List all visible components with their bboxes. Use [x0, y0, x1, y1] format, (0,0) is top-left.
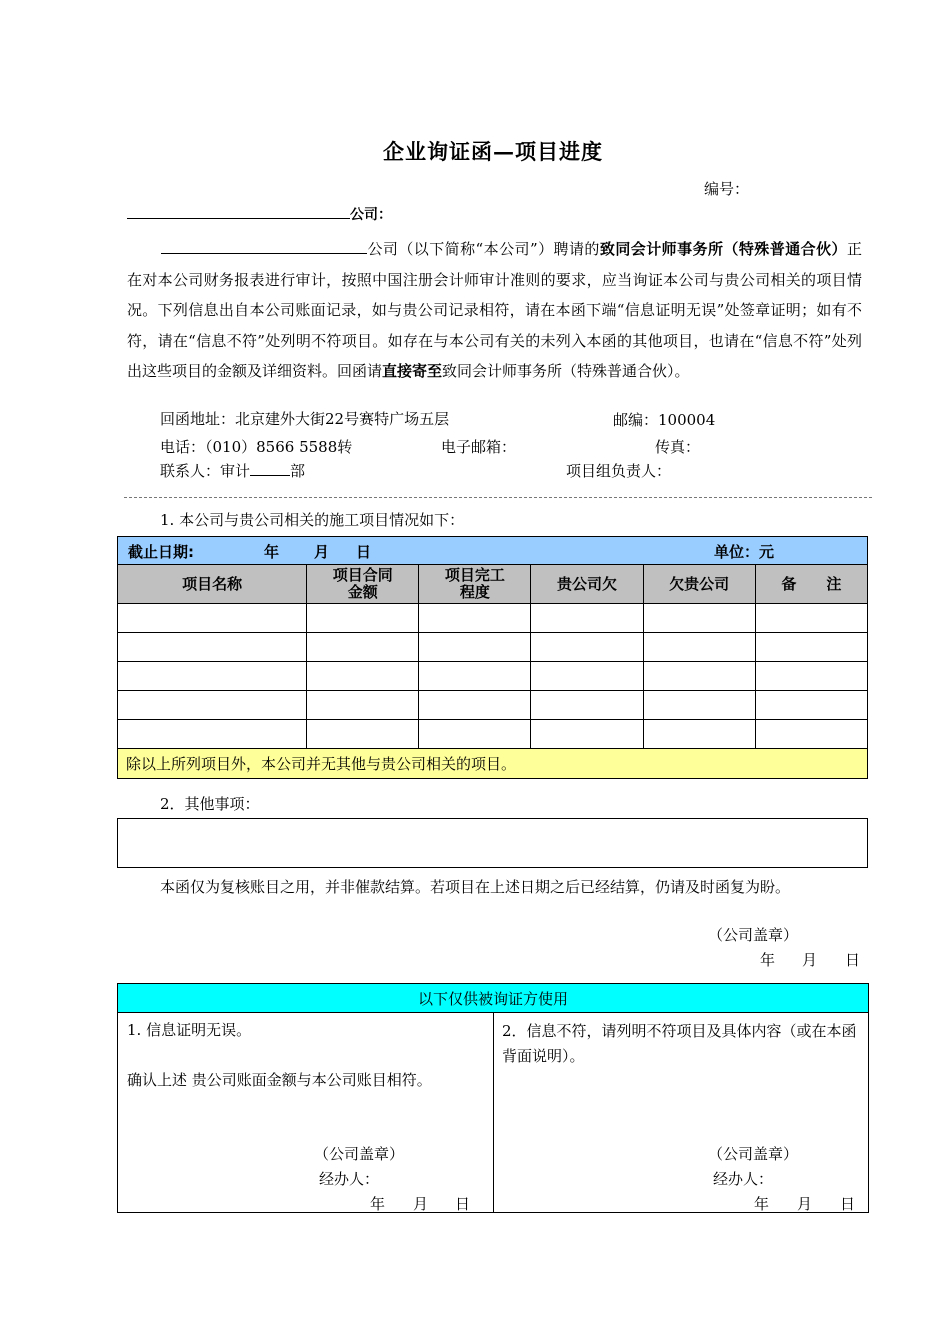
cell[interactable]	[643, 691, 755, 720]
table-row	[118, 720, 868, 749]
cell[interactable]	[531, 633, 643, 662]
mismatch-year: 年	[754, 1195, 770, 1213]
date-year: 年	[760, 951, 776, 969]
header-row	[118, 565, 868, 604]
cell[interactable]	[307, 604, 419, 633]
cell[interactable]	[531, 720, 643, 749]
table-row	[118, 604, 868, 633]
mismatch-title: 2．信息不符，请列明不符项目及具体内容（或在本函背面说明）。	[502, 1022, 857, 1065]
cell[interactable]	[118, 720, 307, 749]
cell[interactable]	[419, 633, 531, 662]
date-month: 月	[802, 951, 818, 969]
cutoff-row	[118, 537, 868, 565]
firm-name: 致同会计师事务所（特殊普通合伙）	[599, 240, 847, 258]
cell[interactable]	[755, 633, 867, 662]
table-row	[118, 633, 868, 662]
fax: 传真：	[655, 438, 701, 456]
cutoff-month: 月	[314, 543, 330, 561]
cell[interactable]	[419, 604, 531, 633]
cell[interactable]	[307, 633, 419, 662]
mismatch-seal: （公司盖章）	[708, 1145, 799, 1163]
section1-label: 1. 本公司与贵公司相关的施工项目情况如下：	[160, 511, 465, 529]
intro-paragraph	[127, 234, 862, 387]
team-leader: 项目组负责人：	[566, 462, 672, 480]
serial-number-label: 编号：	[704, 180, 750, 198]
cell[interactable]	[118, 662, 307, 691]
cell[interactable]	[419, 662, 531, 691]
cell[interactable]	[755, 662, 867, 691]
col-we-owe: 欠贵公司	[643, 565, 755, 604]
col-completion	[419, 565, 531, 604]
cell[interactable]	[531, 691, 643, 720]
company-line	[127, 203, 392, 224]
cell[interactable]	[419, 720, 531, 749]
intro-text-1: 公司（以下简称“本公司”）聘请的	[367, 240, 600, 258]
reply-table	[117, 983, 869, 1213]
confirm-text: 确认上述 贵公司账面金额与本公司账目相符。	[127, 1071, 432, 1089]
intro-text-2: 正在对本公司财务报表进行审计，按照中国注册会计师审计准则的要求，应当询证本公司与贵公司相关的项目情况。下列信息出自本公司账面记录，如与贵公司记录相符，请在本函下端“信息证明无误”处签章证明；如有不符，请在“信息不符”处列明不符项目。如存在与本公司有关的未列入本函的其他项目，也请在“信息不符”处列出这些项目的金额及详细资料。回函请	[127, 240, 862, 380]
col-completion-text: 项目完工程度	[444, 566, 505, 601]
cell[interactable]	[643, 633, 755, 662]
cutoff-label: 截止日期:	[128, 543, 194, 561]
mismatch-handler: 经办人：	[713, 1170, 774, 1188]
confirm-day: 日	[455, 1195, 471, 1213]
reply-header: 以下仅供被询证方使用	[118, 984, 869, 1013]
cell[interactable]	[643, 604, 755, 633]
cell[interactable]	[307, 720, 419, 749]
company-name-blank[interactable]	[127, 203, 350, 219]
cell[interactable]	[755, 720, 867, 749]
dashed-divider	[124, 497, 872, 498]
cell[interactable]	[643, 720, 755, 749]
department-blank[interactable]	[250, 461, 290, 476]
other-matters-box[interactable]	[117, 818, 868, 868]
cell[interactable]	[531, 662, 643, 691]
contact-person-suffix: 部	[290, 462, 306, 480]
unit-label: 单位：元	[714, 543, 775, 561]
client-name-blank[interactable]	[161, 238, 367, 254]
postcode: 邮编：100004	[613, 411, 716, 429]
cell[interactable]	[307, 662, 419, 691]
cell[interactable]	[118, 604, 307, 633]
phone: 电话：（010）8566 5588转	[160, 438, 353, 456]
col-you-owe: 贵公司欠	[531, 565, 643, 604]
email: 电子邮箱：	[441, 438, 517, 456]
company-seal: （公司盖章）	[708, 926, 799, 944]
disclaimer-note: 本函仅为复核账目之用，并非催款结算。若项目在上述日期之后已经结算，仍请及时函复为盼。	[160, 878, 791, 896]
col-contract-amount	[307, 565, 419, 604]
cell[interactable]	[755, 691, 867, 720]
mismatch-day: 日	[840, 1195, 856, 1213]
contact-person-prefix: 联系人：审计	[160, 462, 251, 480]
direct-send: 直接寄至	[382, 362, 443, 380]
col-project-name: 项目名称	[118, 565, 307, 604]
date-day: 日	[845, 951, 861, 969]
cell[interactable]	[643, 662, 755, 691]
intro-text-3: 致同会计师事务所（特殊普通合伙）。	[442, 362, 690, 380]
page-title: 企业询证函—项目进度	[383, 139, 603, 164]
confirm-year: 年	[370, 1195, 386, 1213]
cell[interactable]	[307, 691, 419, 720]
mismatch-month: 月	[797, 1195, 813, 1213]
return-address: 回函地址：北京建外大街22号赛特广场五层	[160, 410, 450, 428]
cell[interactable]	[118, 691, 307, 720]
table-row	[118, 691, 868, 720]
contact-person	[160, 460, 305, 481]
table-footer-row	[118, 749, 868, 779]
cutoff-year: 年	[264, 543, 280, 561]
col-remarks: 备 注	[755, 565, 867, 604]
confirm-title: 1. 信息证明无误。	[127, 1021, 252, 1039]
project-table	[117, 536, 868, 779]
cell[interactable]	[755, 604, 867, 633]
cutoff-day: 日	[356, 543, 372, 561]
cell[interactable]	[419, 691, 531, 720]
col-contract-amount-text: 项目合同金额	[332, 566, 393, 601]
confirm-handler: 经办人：	[319, 1170, 380, 1188]
confirm-month: 月	[413, 1195, 429, 1213]
reply-mismatch-cell[interactable]	[494, 1013, 869, 1213]
cell[interactable]	[531, 604, 643, 633]
reply-confirm-cell[interactable]	[118, 1013, 494, 1213]
confirm-seal: （公司盖章）	[314, 1145, 405, 1163]
company-suffix: 公司：	[350, 207, 392, 223]
section2-label: 2．其他事项：	[160, 795, 260, 813]
table-footer-note: 除以上所列项目外，本公司并无其他与贵公司相关的项目。	[118, 749, 868, 779]
cell[interactable]	[118, 633, 307, 662]
table-row	[118, 662, 868, 691]
